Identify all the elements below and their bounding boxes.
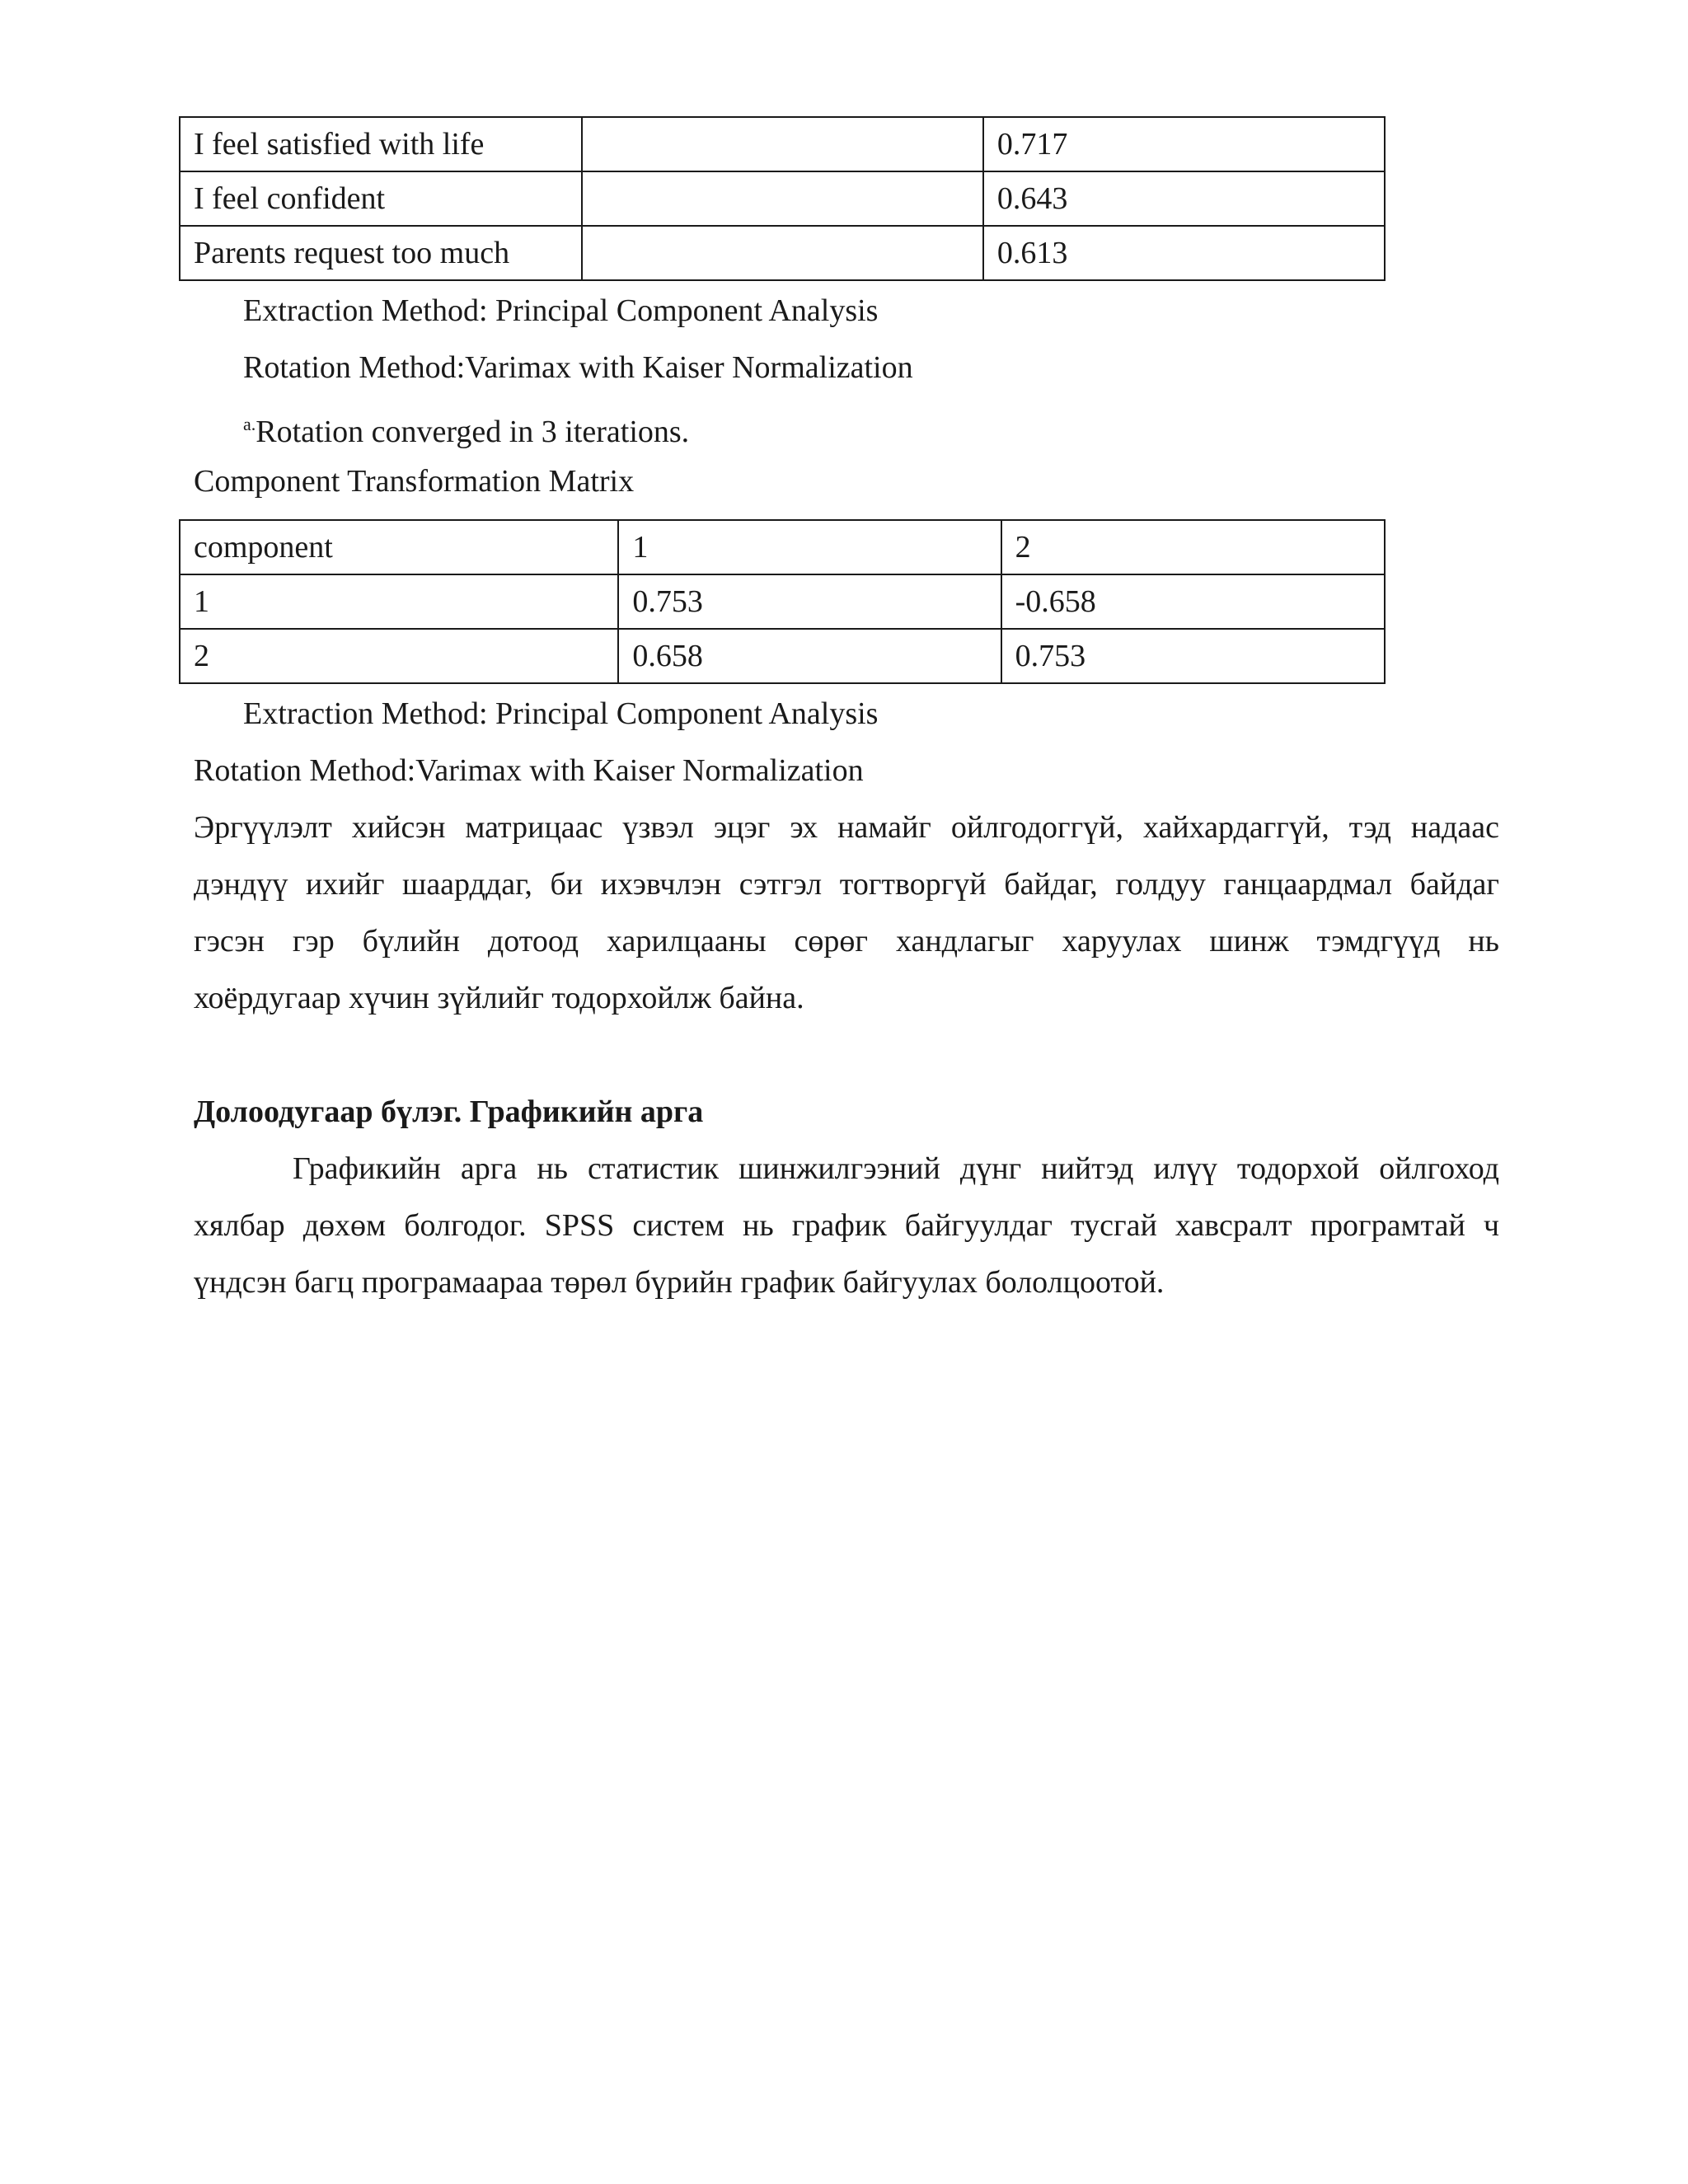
transform-matrix-title: Component Transformation Matrix bbox=[194, 464, 635, 499]
paragraph-line: Эргүүлэлт хийсэн матрицаас үзвэл эцэг эх намайг ойлгодоггүй, хайхардаггүй, тэд надаас bbox=[194, 810, 1499, 845]
rotated-loadings-table bbox=[179, 116, 1386, 281]
item-cell: Parents request too much bbox=[180, 226, 582, 280]
value-cell: 0.753 bbox=[1001, 629, 1385, 683]
extraction-method-note: Extraction Method: Principal Component Analysis bbox=[243, 293, 879, 328]
table-row bbox=[180, 574, 1385, 629]
header-cell: component bbox=[180, 520, 618, 574]
component-1-cell bbox=[582, 117, 983, 171]
paragraph-line: үндсэн багц програмаараа төрөл бүрийн график байгуулах бололцоотой. bbox=[194, 1265, 1165, 1300]
paragraph-line: хоёрдугаар хүчин зүйлийг тодорхойлж байна. bbox=[194, 981, 804, 1015]
table-header-row bbox=[180, 520, 1385, 574]
component-2-cell: 0.613 bbox=[983, 226, 1385, 280]
component-2-cell: 0.643 bbox=[983, 171, 1385, 226]
paragraph-line: гэсэн гэр бүлийн дотоод харилцааны сөрөг хандлагыг харуулах шинж тэмдгүүд нь bbox=[194, 924, 1499, 958]
row-label-cell: 1 bbox=[180, 574, 618, 629]
rotation-method-note: Rotation Method:Varimax with Kaiser Normalization bbox=[194, 753, 864, 788]
component-1-cell bbox=[582, 226, 983, 280]
footnote-marker: a. bbox=[243, 414, 256, 434]
header-cell: 2 bbox=[1001, 520, 1385, 574]
row-label-cell: 2 bbox=[180, 629, 618, 683]
value-cell: 0.753 bbox=[618, 574, 1001, 629]
component-transformation-matrix bbox=[179, 519, 1386, 684]
item-cell: I feel confident bbox=[180, 171, 582, 226]
item-cell: I feel satisfied with life bbox=[180, 117, 582, 171]
footnote-text: Rotation converged in 3 iterations. bbox=[256, 415, 690, 449]
value-cell: -0.658 bbox=[1001, 574, 1385, 629]
header-cell: 1 bbox=[618, 520, 1001, 574]
section-heading: Долоодугаар бүлэг. Графикийн арга bbox=[194, 1094, 704, 1129]
rotation-method-note: Rotation Method:Varimax with Kaiser Normalization bbox=[243, 350, 913, 385]
table-row bbox=[180, 171, 1385, 226]
table-row bbox=[180, 117, 1385, 171]
extraction-method-note: Extraction Method: Principal Component Analysis bbox=[243, 696, 879, 731]
table-row bbox=[180, 226, 1385, 280]
table-row bbox=[180, 629, 1385, 683]
component-1-cell bbox=[582, 171, 983, 226]
paragraph-line: дэндүү ихийг шаарддаг, би ихэвчлэн сэтгэл тогтворгүй байдаг, голдуу ганцаардмал байдаг bbox=[194, 867, 1499, 902]
paragraph-line: Графикийн арга нь статистик шинжилгээний дүнг нийтэд илүү тодорхой ойлгоход bbox=[293, 1151, 1499, 1186]
rotation-footnote bbox=[243, 406, 689, 450]
value-cell: 0.658 bbox=[618, 629, 1001, 683]
paragraph-line: хялбар дөхөм болгодог. SPSS систем нь график байгуулдаг тусгай хавсралт програмтай ч bbox=[194, 1208, 1499, 1243]
component-2-cell: 0.717 bbox=[983, 117, 1385, 171]
